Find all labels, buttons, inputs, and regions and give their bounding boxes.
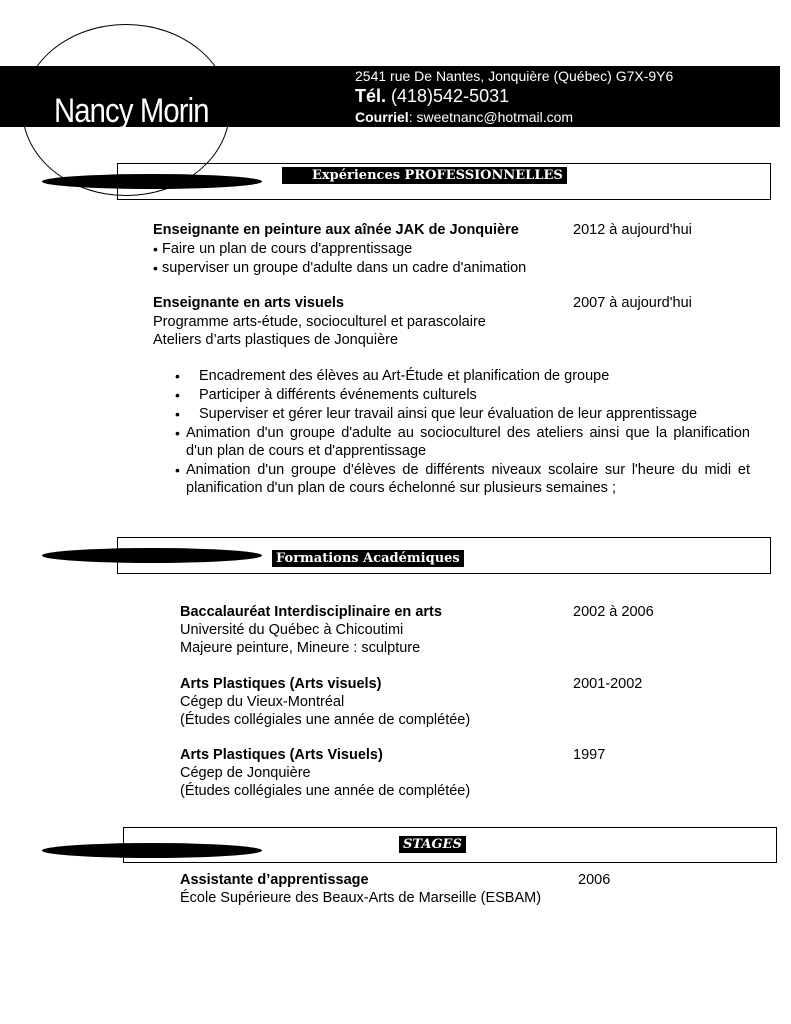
stage-dates: 2006 (578, 872, 611, 888)
job2-bullet-1: Encadrement des élèves au Art-Étude et planification de groupe (199, 368, 610, 384)
section-title-stages: STAGES (399, 836, 466, 853)
bullet-dot: • (175, 462, 180, 478)
formation2-title: Arts Plastiques (Arts visuels) (180, 676, 382, 692)
email-address[interactable]: : sweetnanc@hotmail.com (408, 109, 574, 125)
job2-bullet-3: Superviser et gérer leur travail ainsi que leur évaluation de leur apprentissage (199, 406, 698, 422)
job2-paragraph-2: Animation d'un groupe d'élèves de différents niveaux scolaire sur l'heure du midi et planification d'un plan de cours échelonné sur plusieurs semaines ; (186, 462, 750, 496)
section-oval-experiences (42, 174, 262, 189)
section-title-formations: Formations Académiques (272, 550, 464, 567)
bullet-dot: • (175, 368, 180, 384)
job1-title: Enseignante en peinture aux aînée JAK de Jonquière (153, 222, 519, 238)
job2-bullet-2: Participer à différents événements culturels (199, 387, 477, 403)
email-label: Courriel (355, 109, 409, 125)
formation3-dates: 1997 (573, 747, 606, 763)
formation1-title: Baccalauréat Interdisciplinaire en arts (180, 604, 442, 620)
stage-line-1: École Supérieure des Beaux-Arts de Marseille (ESBAM) (180, 890, 542, 906)
job1-bullet-2: superviser un groupe d'adulte dans un cadre d'animation (162, 260, 527, 276)
formation1-line-1: Université du Québec à Chicoutimi (180, 622, 404, 638)
email (355, 109, 573, 125)
job2-line-1: Programme arts-étude, socioculturel et parascolaire (153, 314, 486, 330)
job2-title: Enseignante en arts visuels (153, 295, 344, 311)
formation3-line-1: Cégep de Jonquière (180, 765, 311, 781)
section-oval-formations (42, 548, 262, 563)
bullet-dot: • (175, 425, 180, 441)
formation2-line-1: Cégep du Vieux-Montréal (180, 694, 345, 710)
bullet-dot: • (175, 406, 180, 422)
formation3-title: Arts Plastiques (Arts Visuels) (180, 747, 383, 763)
stage-title: Assistante d’apprentissage (180, 872, 369, 888)
job2-line-2: Ateliers d’arts plastiques de Jonquière (153, 332, 399, 348)
candidate-name: Nancy Morin (54, 92, 209, 130)
formation1-line-2: Majeure peinture, Mineure : sculpture (180, 640, 421, 656)
section-title-experiences: Expériences PROFESSIONNELLES (282, 167, 567, 184)
formation2-dates: 2001-2002 (573, 676, 643, 692)
bullet-dot: • (153, 260, 158, 276)
formation1-dates: 2002 à 2006 (573, 604, 654, 620)
phone (355, 86, 509, 107)
address: 2541 rue De Nantes, Jonquière (Québec) G7X-9Y6 (355, 68, 674, 84)
bullet-dot: • (175, 387, 180, 403)
section-oval-stages (42, 843, 262, 858)
job2-dates: 2007 à aujourd'hui (573, 295, 692, 311)
formation2-line-2: (Études collégiales une année de complétée) (180, 712, 471, 728)
job2-paragraph-1: Animation d'un groupe d'adulte au socioculturel des ateliers ainsi que la planification d'un plan de cours et d'apprentissage (186, 425, 750, 459)
job1-bullet-1: Faire un plan de cours d'apprentissage (162, 241, 413, 257)
bullet-dot: • (153, 241, 158, 257)
phone-label: Tél. (355, 86, 387, 106)
phone-number: (418)542-5031 (386, 86, 510, 106)
formation3-line-2: (Études collégiales une année de complétée) (180, 783, 471, 799)
job1-dates: 2012 à aujourd'hui (573, 222, 692, 238)
